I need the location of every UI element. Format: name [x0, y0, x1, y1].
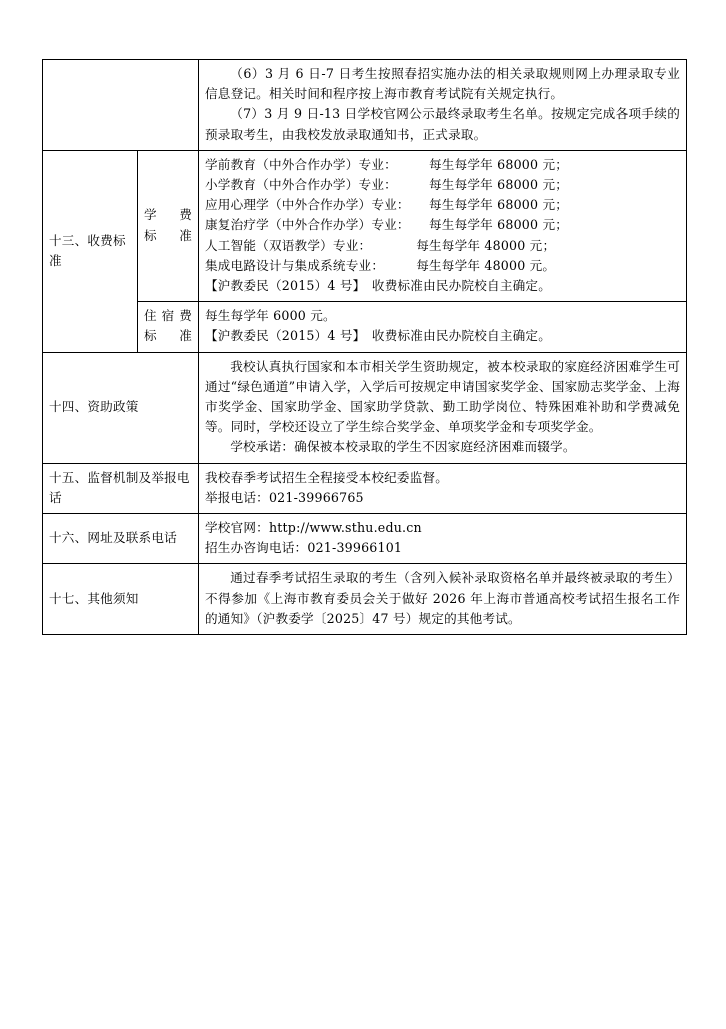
sub-label-tuition-standard	[138, 150, 199, 301]
tuition-item-3	[205, 215, 680, 235]
accommodation-policy-note: 【沪教委民（2015）4 号】 收费标准由民办院校自主确定。	[205, 328, 552, 344]
accommodation-fee: 每生每学年 6000 元。	[205, 308, 336, 324]
sub-label-tuition-line2: 标 准	[144, 227, 192, 243]
tuition-fee-3: 每生每学年 68000 元；	[429, 217, 569, 233]
tuition-gap-4	[365, 238, 416, 253]
other-notes-paragraph: 通过春季考试招生录取的考生（含列入候补录取资格名单并最终被录取的考生）不得参加《上海市教育委员会关于做好 2026 年上海市普通高校考试招生报名工作的通知》（沪教委学〔2025〕47 号）规定的其他考试。	[205, 570, 680, 626]
table-row-other-notes	[43, 564, 687, 635]
sub-label-accommodation-line1: 住宿费	[144, 308, 192, 324]
tuition-fee-5: 每生每学年 48000 元。	[416, 257, 556, 273]
admissions-phone: 招生办咨询电话：021-39966101	[205, 540, 403, 556]
tuition-fee-2: 每生每学年 68000 元；	[429, 197, 569, 213]
tuition-gap-5	[378, 258, 416, 273]
tuition-fee-4: 每生每学年 48000 元；	[416, 237, 556, 253]
financial-aid-paragraph-1: 我校认真执行国家和本市相关学生资助规定，被本校录取的家庭经济困难学生可通过“绿色通道”申请入学，入学后可按规定申请国家奖学金、国家励志奖学金、上海市奖学金、国家助学金、国家助学贷款、勤工助学岗位、特殊困难补助和学费减免等。同时，学校还设立了学生综合奖学金、单项奖学金和专项奖学金。	[205, 358, 680, 435]
tuition-fee-0: 每生每学年 68000 元；	[429, 156, 569, 172]
reporting-phone: 举报电话：021-39966765	[205, 489, 364, 505]
tuition-item-1	[205, 175, 680, 195]
row-content-notice-items	[199, 60, 687, 151]
tuition-item-4	[205, 236, 680, 256]
table-row-tuition-standard	[43, 150, 687, 301]
row-content-other-notes	[199, 564, 687, 635]
sub-label-accommodation-standard	[138, 302, 199, 352]
row-label-other-notes: 十七、其他须知	[43, 564, 199, 635]
tuition-program-2: 应用心理学（中外合作办学）专业：	[205, 197, 404, 213]
supervision-statement: 我校春季考试招生全程接受本校纪委监督。	[205, 469, 449, 485]
row-content-supervision	[199, 463, 687, 513]
tuition-policy-note: 【沪教委民（2015）4 号】 收费标准由民办院校自主确定。	[205, 278, 552, 294]
tuition-gap-0	[391, 157, 429, 172]
row-label-website-contact: 十六、网址及联系电话	[43, 514, 199, 564]
row-label-fee-standard: 十三、收费标准	[43, 150, 138, 352]
row-label-financial-aid: 十四、资助政策	[43, 352, 199, 463]
tuition-program-3: 康复治疗学（中外合作办学）专业：	[205, 217, 404, 233]
tuition-gap-1	[391, 177, 429, 192]
tuition-gap-3	[403, 217, 429, 232]
row-content-website-contact	[199, 514, 687, 564]
sub-label-accommodation-line2: 标 准	[144, 328, 192, 344]
table-row-website-contact	[43, 514, 687, 564]
tuition-item-0	[205, 155, 680, 175]
tuition-item-5	[205, 256, 680, 276]
table-row-accommodation-standard	[43, 302, 687, 352]
table-row-supervision	[43, 463, 687, 513]
school-website: 学校官网：http://www.sthu.edu.cn	[205, 520, 422, 536]
tuition-item-2	[205, 195, 680, 215]
financial-aid-paragraph-2: 学校承诺：确保被本校录取的学生不因家庭经济困难而辍学。	[230, 439, 576, 455]
tuition-gap-2	[403, 197, 429, 212]
tuition-program-1: 小学教育（中外合作办学）专业：	[205, 177, 391, 193]
tuition-program-5: 集成电路设计与集成系统专业：	[205, 257, 378, 273]
row-label-empty	[43, 60, 199, 151]
sub-label-tuition-line1: 学 费	[144, 207, 192, 223]
tuition-fee-1: 每生每学年 68000 元；	[429, 177, 569, 193]
tuition-program-0: 学前教育（中外合作办学）专业：	[205, 156, 391, 172]
admissions-info-table	[42, 59, 687, 635]
table-row-financial-aid	[43, 352, 687, 463]
row-content-accommodation	[199, 302, 687, 352]
table-row-notice-items	[43, 60, 687, 151]
row-content-financial-aid	[199, 352, 687, 463]
tuition-program-4: 人工智能（双语教学）专业：	[205, 237, 366, 253]
notice-item-6: （6）3 月 6 日-7 日考生按照春招实施办法的相关录取规则网上办理录取专业信息登记。相关时间和程序按上海市教育考试院有关规定执行。	[205, 66, 680, 102]
row-label-supervision: 十五、监督机制及举报电话	[43, 463, 199, 513]
notice-item-7: （7）3 月 9 日-13 日学校官网公示最终录取考生名单。按规定完成各项手续的预录取考生，由我校发放录取通知书，正式录取。	[205, 106, 680, 142]
row-content-tuition	[199, 150, 687, 301]
